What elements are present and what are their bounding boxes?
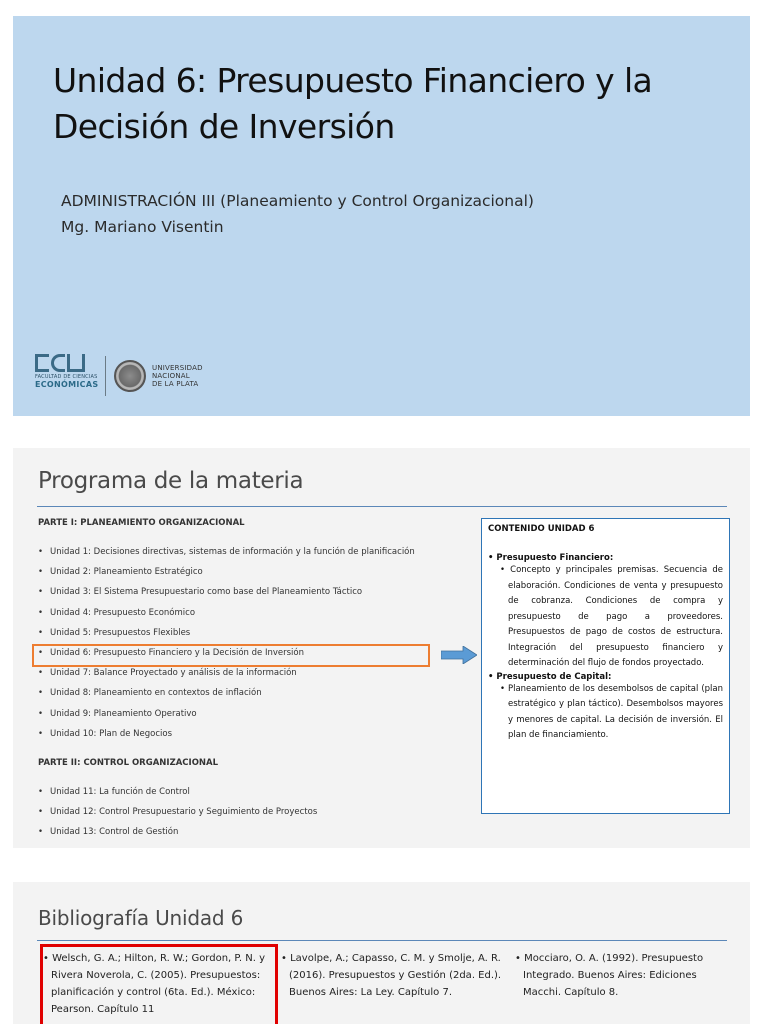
list-item: • Unidad 7: Balance Proyectado y análisis de la información bbox=[38, 666, 415, 686]
author-name: Mg. Mariano Visentin bbox=[61, 218, 224, 236]
institution-logos bbox=[35, 352, 203, 400]
list-item: • Unidad 5: Presupuestos Flexibles bbox=[38, 626, 415, 646]
unlp-line-3: DE LA PLATA bbox=[152, 380, 199, 388]
title-divider bbox=[37, 940, 727, 941]
title-slide bbox=[13, 16, 750, 416]
list-item: • Unidad 10: Plan de Negocios bbox=[38, 727, 415, 747]
list-item: • Unidad 2: Planeamiento Estratégico bbox=[38, 565, 415, 585]
logo-divider bbox=[105, 356, 106, 396]
bibliography-slide bbox=[13, 882, 750, 1024]
welsch-highlight-box bbox=[40, 944, 278, 1024]
fce-logo-small-text: FACULTAD DE CIENCIAS bbox=[35, 374, 98, 380]
arrow-right-icon bbox=[441, 646, 477, 664]
list-item: • Unidad 4: Presupuesto Económico bbox=[38, 606, 415, 626]
unlp-seal-icon bbox=[114, 360, 146, 392]
slide-title: Unidad 6: Presupuesto Financiero y la Decisión de Inversión bbox=[53, 61, 653, 146]
bibliography-item-lavolpe: • Lavolpe, A.; Capasso, C. M. y Smolje, A. R. (2016). Presupuestos y Gestión (2da. Ed.). Buenos Aires: La Ley. Capítulo 7. bbox=[289, 950, 514, 1001]
list-item: • Unidad 13: Control de Gestión bbox=[38, 825, 317, 845]
part2-unit-list bbox=[38, 785, 317, 846]
unlp-line-1: UNIVERSIDAD bbox=[152, 364, 203, 372]
section1-text: • Concepto y principales premisas. Secuencia de elaboración. Condiciones de venta y presupuesto de cobranza. Condiciones de compra y presupuesto de pago a proveedores. Presupuestos de pago de costos de estructura. Integración del presupuesto financiero y determinación del flujo de fondos proyectado. bbox=[488, 563, 723, 672]
part2-heading: PARTE II: CONTROL ORGANIZACIONAL bbox=[38, 758, 219, 768]
list-item-highlighted: • Unidad 6: Presupuesto Financiero y la Decisión de Inversión bbox=[38, 646, 415, 666]
fce-mark-icon bbox=[35, 354, 99, 372]
unit6-content-box bbox=[481, 518, 730, 814]
fce-logo bbox=[35, 354, 99, 398]
content-box-title: CONTENIDO UNIDAD 6 bbox=[488, 524, 595, 534]
fce-logo-bold-text: ECONÓMICAS bbox=[35, 380, 99, 389]
bibliography-item-mocciaro: • Mocciaro, O. A. (1992). Presupuesto Integrado. Buenos Aires: Ediciones Macchi. Capítulo 8. bbox=[523, 950, 733, 1001]
list-item: • Unidad 11: La función de Control bbox=[38, 785, 317, 805]
slide-subtitle bbox=[61, 188, 534, 240]
unlp-logo-text bbox=[152, 364, 203, 388]
section2-text: • Planeamiento de los desembolsos de capital (plan estratégico y plan táctico). Desembolsos mayores y menores de capital. La decisión de inversión. El plan de financiamiento. bbox=[488, 682, 723, 744]
program-slide bbox=[13, 448, 750, 848]
course-name: ADMINISTRACIÓN III (Planeamiento y Control Organizacional) bbox=[61, 192, 534, 210]
unlp-line-2: NACIONAL bbox=[152, 372, 190, 380]
title-divider bbox=[37, 506, 727, 507]
list-item: • Unidad 8: Planeamiento en contextos de inflación bbox=[38, 686, 415, 706]
slide-title: Programa de la materia bbox=[38, 468, 304, 494]
bibliography-item-welsch: • Welsch, G. A.; Hilton, R. W.; Gordon, P. N. y Rivera Noverola, C. (2005). Presupuestos: planificación y control (6ta. Ed.). México: Pearson. Capítulo 11 bbox=[51, 950, 277, 1018]
list-item: • Unidad 9: Planeamiento Operativo bbox=[38, 707, 415, 727]
part1-heading: PARTE I: PLANEAMIENTO ORGANIZACIONAL bbox=[38, 518, 245, 528]
unit6-highlight-box bbox=[32, 644, 430, 667]
list-item: • Unidad 1: Decisiones directivas, sistemas de información y la función de planificación bbox=[38, 545, 415, 565]
section1-heading: • Presupuesto Financiero: bbox=[488, 553, 723, 563]
slide-title: Bibliografía Unidad 6 bbox=[38, 906, 244, 930]
list-item: • Unidad 3: El Sistema Presupuestario como base del Planeamiento Táctico bbox=[38, 585, 415, 605]
section2-heading: • Presupuesto de Capital: bbox=[488, 672, 723, 682]
list-item: • Unidad 12: Control Presupuestario y Seguimiento de Proyectos bbox=[38, 805, 317, 825]
